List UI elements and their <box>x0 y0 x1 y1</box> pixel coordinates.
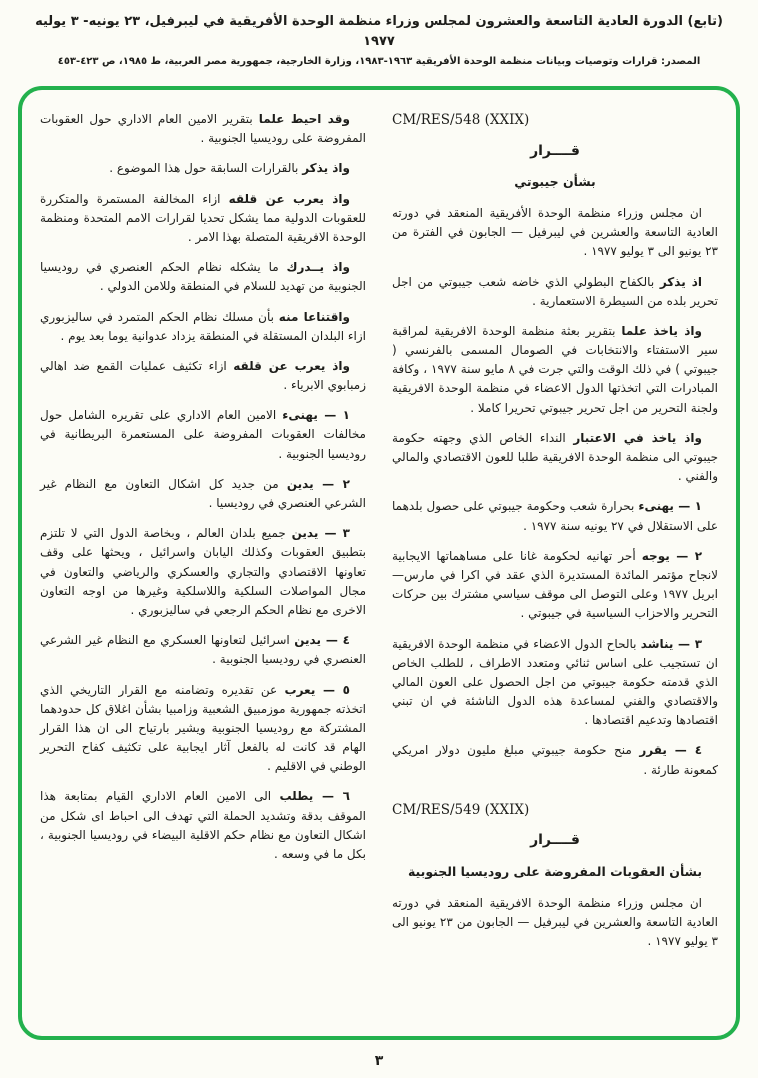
resolution-549-paragraph <box>40 406 366 464</box>
resolution-548-paragraph <box>392 273 718 311</box>
paragraph-text: بالحاح الدول الاعضاء في منظمة الوحدة الافريقية ان تستجيب على اساس ثنائي ومتعدد الاطراف ، للطلب الخاص الذي قدمته حكومة جيبوتي من اجل الحصول على العون المالي والاقتصادي والفني لمساعدة هذه الدول الناشئة في ان تبني اقتصادها وتدعيم اقتصادها . <box>392 636 718 728</box>
paragraph-lead: ١ — يهنىء <box>638 499 702 514</box>
header-source-note: المصدر: قرارات وتوصيات وبيانات منظمة الوحدة الأفريقية ١٩٦٣-١٩٨٣، وزارة الخارجية، جمهورية مصر العربية، ط ١٩٨٥، ص ٤٢٣-٤٥٣ <box>57 56 701 67</box>
paragraph-text: الامين العام الاداري على تقريره الشامل حول مخالفات العقوبات المفروضة على المستعمرة البريطانية في روديسيا الجنوبية . <box>40 408 366 461</box>
paragraph-text: بأن مسلك نظام الحكم المتمرد في ساليزبوري ازاء البلدان المستقلة في المنطقة يزداد عدوانية يوما بعد يوم . <box>40 309 366 343</box>
paragraph-lead: ٣ — يدين <box>291 526 350 541</box>
paragraph-text: بالقرارات السابقة حول هذا الموضوع . <box>109 161 303 176</box>
resolution-549-paragraph <box>40 475 366 513</box>
paragraph-text: بالكفاح البطولي الذي خاضه شعب جيبوتي من اجل تحرير بلده من السيطرة الاستعمارية . <box>392 274 718 308</box>
paragraph-lead: وقد احيط علما <box>258 112 351 126</box>
paragraph-text: ما يشكله نظام الحكم العنصري في روديسيا الجنوبية من تهديد للسلام في المنطقة وللامن الدولي . <box>40 260 366 294</box>
resolution-549-paragraph <box>40 787 366 864</box>
paragraph-text: ازاء المخالفة المستمرة والمتكررة للعقوبات الدولية مما يشكل تحديا لقرارات الامم المتحدة ومنظمة الوحدة الافريقية المتصلة بهذا الامر . <box>40 191 366 244</box>
paragraph-text: اسرائيل لتعاونها العسكري مع النظام غير الشرعي العنصري في روديسيا الجنوبية . <box>40 633 366 667</box>
column-right <box>392 110 718 1016</box>
paragraph-lead: واذ يعرب عن قلقه <box>228 191 350 206</box>
resolution-549-title: قــــرار <box>530 832 580 849</box>
paragraph-lead: واذ يذكر <box>302 161 350 176</box>
paragraph-text: الى الامين العام الاداري القيام بمتابعة هذا الموقف بدقة وتشديد الحملة التي تهدف الى احباط اى شكل من اشكال التعاون مع نظام حكم الاقلية البيضاء في روديسيا الجنوبية ، بكل ما في وسعه . <box>40 789 366 861</box>
paragraph-lead: ٢ — يوجه <box>641 548 703 563</box>
paragraph-lead: ١ — يهنىء <box>282 408 350 423</box>
paragraph-lead: اذ يذكر <box>659 274 702 289</box>
resolution-549-paragraph <box>40 631 366 669</box>
paragraph-text: منح حكومة جيبوتي مبلغ مليون دولار امريكي كمعونة طارئة . <box>392 743 718 777</box>
paragraph-lead: ٤ — يدين <box>294 633 350 648</box>
paragraph-text: أحر تهانيه لحكومة غانا على مساهماتها الايجابية لانجاح مؤتمر المائدة المستديرة الذي عقد في اكرا في مارس— ابريل ١٩٧٧ وعلى التوصل الى موقف سياسي مشترك بين حركات التحرير والاحزاب السياسية في جيبوتي . <box>392 548 719 621</box>
paragraph-lead: واذ ياخذ علما <box>621 323 702 338</box>
header-session-title: (تابع) الدورة العادية التاسعة والعشرون لمجلس وزراء منظمة الوحدة الأفريقية في ليبرفيل، ٢٣ يونيه- ٣ يوليه ١٩٧٧ <box>35 14 723 49</box>
paragraph-text: من جديد كل اشكال التعاون مع النظام غير الشرعي العنصري في روديسيا . <box>40 476 366 510</box>
paragraph-lead: ٣ — يناشد <box>640 636 703 651</box>
resolution-549-paragraph <box>40 524 366 620</box>
resolution-549-ref: CM/RES/549 (XXIX) <box>392 801 530 818</box>
paragraph-lead: ٥ — يعرب <box>284 682 350 697</box>
paragraph-text: عن تقديره وتضامنه مع القرار التاريخي الذي اتخذته جمهورية موزمبيق الشعبية وزامبيا بشأن اغلاق كل حدودهما المشتركة مع روديسيا الجنوبية ويشير بارتياح الى ان هذا القرار الهام قد كانت له بالفعل آثار ايجابية على تكثيف كفاح التحرير الوطني في الاقليم . <box>40 682 366 774</box>
page-number: ٣ <box>374 1053 384 1069</box>
paragraph-text: بتقرير الامين العام الاداري حول العقوبات المفروضة على روديسيا الجنوبية . <box>40 112 366 146</box>
resolution-549-paragraph <box>40 258 366 296</box>
paragraph-lead: واقتناعا منه <box>278 309 351 324</box>
paragraph-text: بحرارة شعب وحكومة جيبوتي على حصول بلدهما على الاستقلال في ٢٧ يونيه سنة ١٩٧٧ . <box>392 499 718 533</box>
paragraph-text: بتقرير بعثة منظمة الوحدة الافريقية لمراقبة سير الاستفتاء والانتخابات في الصومال المسمى بالفرنسي ( جيبوتي ) في ذلك الوقت والتي جرت في ٨ مايو سنة ١٩٧٧ ، وكافة المبادرات التي اتخذتها الدول الاعضاء في منظمة الوحدة الافريقية ولجنة التحرير من اجل تحرير جيبوتي تحريرا كاملا . <box>392 323 718 415</box>
paragraph-lead: واذ يــدرك <box>286 260 350 275</box>
resolution-548-paragraph <box>392 547 718 624</box>
resolution-548-paragraph <box>392 741 718 779</box>
two-column-layout <box>40 110 718 1016</box>
resolution-549-paragraph <box>40 308 366 346</box>
resolution-549-paragraph <box>40 159 366 178</box>
resolution-548-ref: CM/RES/548 (XXIX) <box>392 112 530 128</box>
resolution-548-paragraph <box>392 322 718 418</box>
page-header <box>0 0 758 67</box>
paragraph-text: جميع بلدان العالم ، وبخاصة الدول التي لا تلتزم بتطبيق العقوبات وكذلك اليابان واسرائيل ، ويحثها على وقف تعاونها الاقتصادي والتجاري والعسكري والرياضي والتعاون في مجال المواصلات السلكية واللاسلكية وغيرها من اوجه التعاون الاخرى مع نظام الحكم الرجعي في ساليزبوري . <box>40 526 366 617</box>
resolution-549-paragraph <box>40 190 366 248</box>
paragraph-lead: ٦ — يطلب <box>279 789 350 804</box>
resolution-548-paragraph <box>392 497 718 535</box>
paragraph-text: ان مجلس وزراء منظمة الوحدة الافريقية المنعقد في دورته العادية التاسعة والعشرين في ليبرفيل — الجابون من ٢٣ يونيو الى ٣ يوليو ١٩٧٧ . <box>392 895 719 949</box>
paragraph-text: النداء الخاص الذي وجهته حكومة جيبوتي الى منظمة الوحدة الافريقية طلبا للعون الاقتصادي والمالي والفني . <box>392 430 718 484</box>
paragraph-lead: واذ ياخذ في الاعتبار <box>573 430 702 445</box>
paragraph-lead: ٢ — يدين <box>286 476 350 491</box>
resolution-548-paragraph <box>392 635 718 731</box>
resolution-549-subject: بشأن العقوبات المفروضة على روديسيا الجنوبية <box>407 863 703 879</box>
resolution-548-subject: بشأن جيبوتي <box>514 173 596 189</box>
column-left <box>40 110 366 1016</box>
resolution-549-paragraph <box>392 894 718 952</box>
content-frame <box>18 86 740 1040</box>
resolution-548-title: قــــرار <box>530 142 580 159</box>
paragraph-text: ازاء تكثيف عمليات القمع ضد اهالي زمبابوي الابرياء . <box>40 358 366 393</box>
paragraph-lead: ٤ — يقرر <box>639 743 703 758</box>
resolution-548-paragraph <box>392 429 718 487</box>
paragraph-text: ان مجلس وزراء منظمة الوحدة الأفريقية المنعقد في دورته العادية التاسعة والعشرين في ليبرفيل — الجابون في الفترة من ٢٣ يونيو الى ٣ يوليو ١٩٧٧ . <box>392 205 718 259</box>
resolution-549-paragraph <box>40 110 366 148</box>
paragraph-lead: واذ يعرب عن قلقه <box>233 358 350 373</box>
resolution-549-paragraph <box>40 681 366 777</box>
resolution-548-paragraph <box>392 204 718 262</box>
resolution-549-paragraph <box>40 357 366 395</box>
